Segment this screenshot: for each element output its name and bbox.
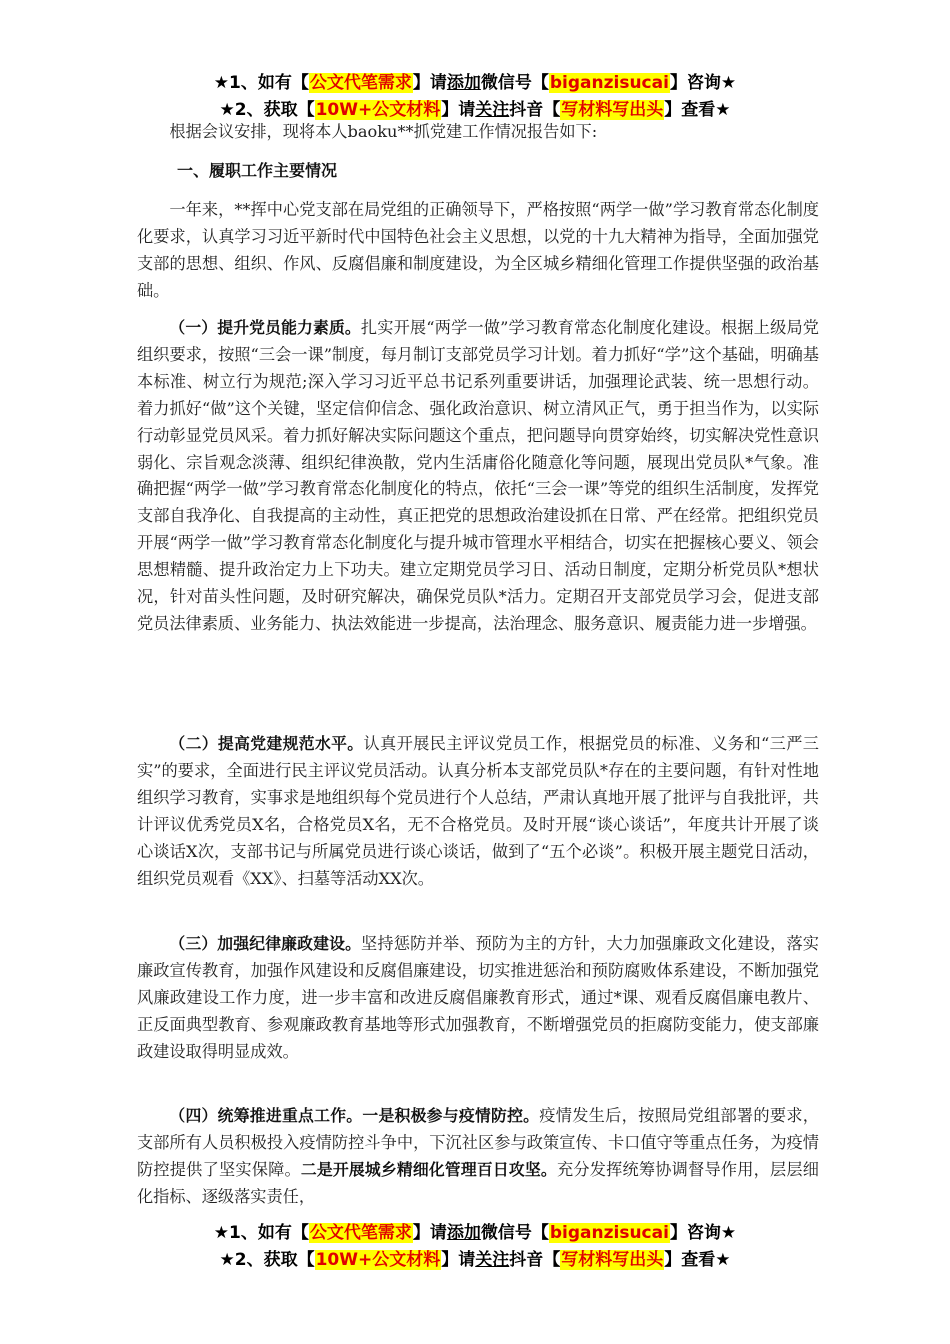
underlined-text: 关注 <box>475 1250 510 1270</box>
promo-banner-bottom-line1 <box>0 1218 950 1243</box>
paragraph-text: 一年来，**挥中心党支部在局党组的正确领导下，严格按照“两学一做”学习教育常态化制度化要求，认真学习习近平新时代中国特色社会主义思想，以党的十九大精神为指导，全面加强党支部的思想、组织、作风、反腐倡廉和制度建设，为全区城乡精细化管理工作提供坚强的政治基础。 <box>137 200 819 300</box>
highlight-text: 10W+公文材料 <box>315 1250 441 1270</box>
promo-banner-bottom-line2 <box>0 1245 950 1270</box>
highlight-text: 写材料写出头 <box>561 1250 664 1270</box>
paragraph-key-work <box>137 1103 819 1211</box>
banner-text: ★2、获取【 <box>219 1250 315 1270</box>
underlined-text: 添加 <box>446 73 481 93</box>
highlight-text: 10W+公文材料 <box>315 100 441 120</box>
highlight-text: 写材料写出头 <box>561 100 664 120</box>
highlight-text: biganzisucai <box>549 73 669 93</box>
banner-text: 抖音【 <box>509 100 561 120</box>
paragraph-text: 坚持惩防并举、预防为主的方针，大力加强廉政文化建设，落实廉政宣传教育，加强作风建设和反腐倡廉建设，切实推进惩治和预防腐败体系建设，不断加强党风廉政建设工作力度，进一步丰富和改进反腐倡廉教育形式，通过*课、观看反腐倡廉电教片、正反面典型教育、参观廉政教育基地等形式加强教育，不断增强党员的拒腐防变能力，使支部廉政建设取得明显成效。 <box>137 934 819 1061</box>
underlined-text: 添加 <box>446 1223 481 1243</box>
paragraph-sublead: 一是积极参与疫情防控。 <box>362 1106 540 1125</box>
paragraph-sublead: 二是开展城乡精细化管理百日攻坚。 <box>300 1159 557 1179</box>
banner-text: 】查看★ <box>664 100 731 120</box>
banner-text: 微信号【 <box>480 1223 549 1243</box>
banner-text: ★2、获取【 <box>219 100 315 120</box>
section-heading: 一、履职工作主要情况 <box>177 161 338 180</box>
paragraph-lead: （二）提高党建规范水平。 <box>169 734 364 753</box>
banner-text: 】咨询★ <box>669 1223 737 1243</box>
paragraph-capability <box>137 315 819 638</box>
highlight-text: 公文代笔需求 <box>309 1223 412 1243</box>
intro-text: 根据会议安排，现将本人baoku**抓党建工作情况报告如下: <box>169 122 598 141</box>
paragraph-text: 疫情发生后，按照局党组部署的要求，支部所有人员积极投入疫情防控斗争中，下沉社区参与政策宣传、卡口值守等重点任务，为疫情防控提供了坚实保障。 <box>137 1106 819 1179</box>
paragraph-text: 认真开展民主评议党员工作，根据党员的标准、义务和“三严三实”的要求，全面进行民主评议党员活动。认真分析本支部党员队*存在的主要问题，有针对性地组织学习教育，实事求是地组织每个党员进行个人总结，严肃认真地开展了批评与自我批评，共计评议优秀党员X名，合格党员X名，无不合格党员。及时开展“谈心谈话”，年度共计开展了谈心谈话X次，支部书记与所属党员进行谈心谈话，做到了“五个必谈”。积极开展主题党日活动，组织党员观看《XX》、扫墓等活动XX次。 <box>137 734 819 888</box>
banner-text: 】查看★ <box>664 1250 731 1270</box>
paragraph-standards <box>137 731 819 892</box>
intro-paragraph <box>137 119 819 146</box>
paragraph-lead: （四）统筹推进重点工作。 <box>169 1106 363 1125</box>
banner-text: 】请 <box>441 1250 476 1270</box>
paragraph-text: 充分发挥统筹协调督导作用，层层细化指标、逐级落实责任， <box>137 1159 819 1206</box>
paragraph-lead: （一）提升党员能力素质。 <box>169 318 361 337</box>
banner-text: ★1、如有【 <box>213 73 309 93</box>
highlight-text: biganzisucai <box>549 1223 669 1243</box>
banner-text: ★1、如有【 <box>213 1223 309 1243</box>
promo-banner-top-line1 <box>0 68 950 93</box>
highlight-text: 公文代笔需求 <box>309 73 412 93</box>
banner-text: 微信号【 <box>480 73 549 93</box>
banner-text: 】请 <box>441 100 476 120</box>
banner-text: 抖音【 <box>509 1250 561 1270</box>
banner-text: 】请 <box>412 1223 447 1243</box>
paragraph-discipline <box>137 931 819 1066</box>
underlined-text: 关注 <box>475 100 510 120</box>
banner-text: 】请 <box>412 73 447 93</box>
banner-text: 】咨询★ <box>669 73 737 93</box>
promo-banner-top-line2 <box>0 95 950 120</box>
paragraph-lead: （三）加强纪律廉政建设。 <box>169 934 362 953</box>
paragraph-overview <box>137 197 819 305</box>
paragraph-text: 扎实开展“两学一做”学习教育常态化制度化建设。根据上级局党组织要求，按照“三会一课”制度，每月制订支部党员学习计划。着力抓好“学”这个基础，明确基本标准、树立行为规范;深入学习习近平总书记系列重要讲话，加强理论武装、统一思想行动。着力抓好“做”这个关键，坚定信仰信念、强化政治意识、树立清风正气，勇于担当作为，以实际行动彰显党员风采。着力抓好解决实际问题这个重点，把问题导向贯穿始终，切实解决党性意识弱化、宗旨观念淡薄、组织纪律涣散，党内生活庸俗化随意化等问题，展现出党员队*气象。准确把握“两学一做”学习教育常态化制度化的特点，依托“三会一课”等党的组织生活制度，发挥党支部自我净化、自我提高的主动性，真正把党的思想政治建设抓在日常、严在经常。把组织党员开展“两学一做”学习教育常态化制度化与提升城市管理水平相结合，切实在把握核心要义、领会思想精髓、提升政治定力上下功夫。建立定期党员学习日、活动日制度，定期分析党员队*想状况，针对苗头性问题，及时研究解决，确保党员队*活力。定期召开支部党员学习会，促进支部党员法律素质、业务能力、执法效能进一步提高，法治理念、服务意识、履责能力进一步增强。 <box>137 318 819 633</box>
